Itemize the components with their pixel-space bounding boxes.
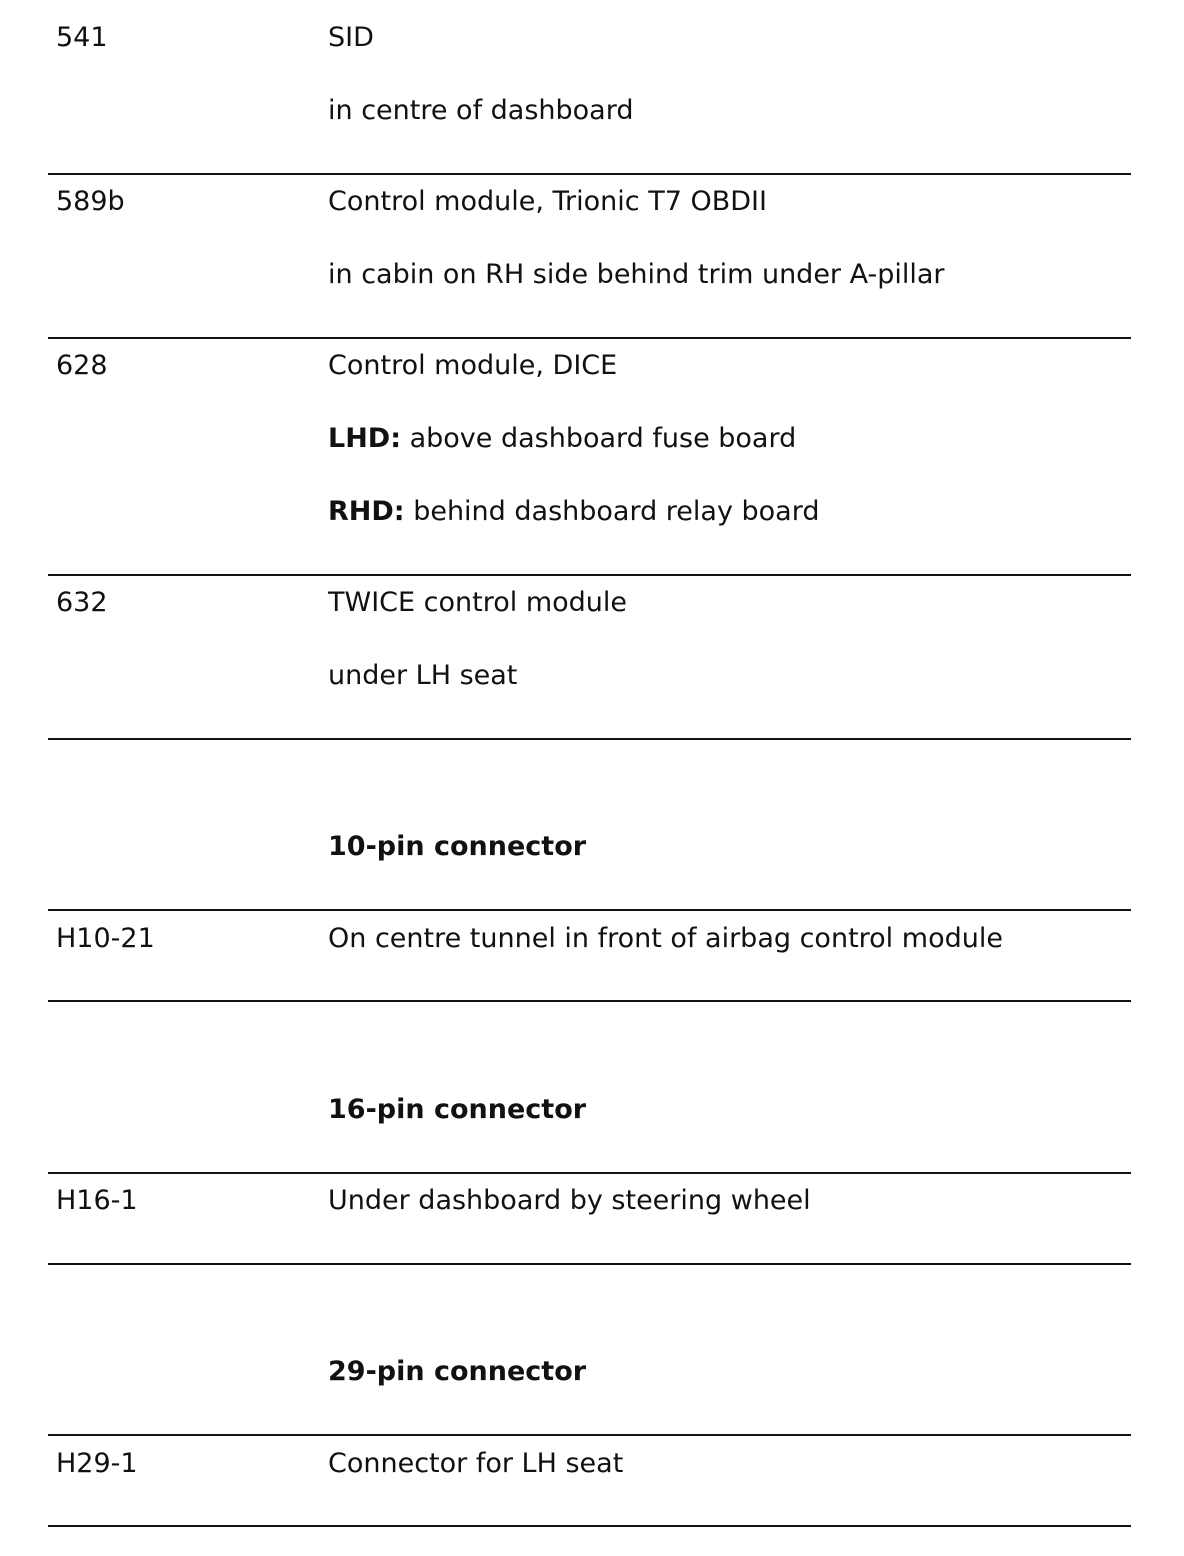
component-name: Control module, DICE: [328, 350, 618, 381]
table-divider: [48, 173, 1131, 175]
table-divider: [48, 1525, 1131, 1527]
section-heading: 10-pin connector: [328, 831, 587, 862]
component-location: under LH seat: [328, 660, 518, 691]
component-location-rhd: [328, 496, 820, 528]
component-code: 541: [56, 22, 108, 53]
table-divider: [48, 738, 1131, 740]
component-code: 628: [56, 350, 108, 381]
table-divider: [48, 1000, 1131, 1002]
table-divider: [48, 1434, 1131, 1436]
component-location: in centre of dashboard: [328, 95, 634, 126]
connector-code: H10-21: [56, 923, 155, 954]
connector-code: H16-1: [56, 1185, 138, 1216]
connector-location: Under dashboard by steering wheel: [328, 1185, 811, 1216]
rhd-label: RHD:: [328, 496, 405, 527]
table-divider: [48, 1172, 1131, 1174]
component-location: in cabin on RH side behind trim under A-pillar: [328, 259, 945, 290]
component-name: SID: [328, 22, 374, 53]
component-code: 589b: [56, 186, 125, 217]
lhd-location: above dashboard fuse board: [401, 423, 797, 454]
section-heading: 29-pin connector: [328, 1356, 587, 1387]
component-name: TWICE control module: [328, 587, 628, 618]
table-divider: [48, 574, 1131, 576]
table-divider: [48, 337, 1131, 339]
connector-location: Connector for LH seat: [328, 1448, 624, 1479]
table-divider: [48, 1263, 1131, 1265]
component-location-lhd: [328, 423, 796, 455]
section-heading: 16-pin connector: [328, 1094, 587, 1125]
component-code: 632: [56, 587, 108, 618]
component-name: Control module, Trionic T7 OBDII: [328, 186, 767, 217]
connector-code: H29-1: [56, 1448, 138, 1479]
table-divider: [48, 909, 1131, 911]
rhd-location: behind dashboard relay board: [404, 496, 820, 527]
lhd-label: LHD:: [328, 423, 402, 454]
connector-location: On centre tunnel in front of airbag control module: [328, 923, 1003, 954]
